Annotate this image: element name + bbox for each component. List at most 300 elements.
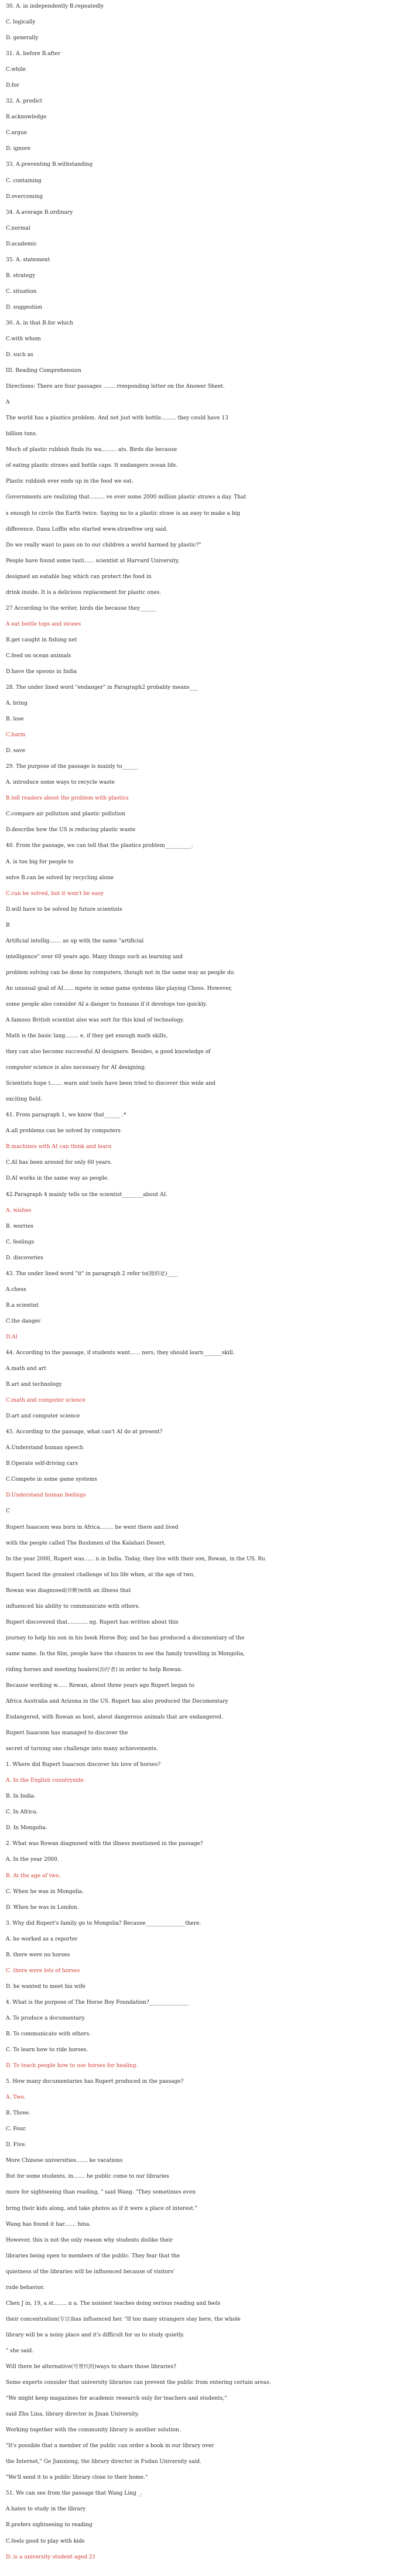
line-gap	[6, 1436, 389, 1445]
text-line: 36. A. in that B.for which	[6, 320, 73, 326]
text-line: C. feelings	[6, 1239, 35, 1245]
line-gap	[6, 453, 389, 463]
line-gap	[6, 152, 389, 162]
text-line: An unusual goal of AI...... mpete in some game systems like playing Chess. However,	[6, 985, 232, 992]
line-gap	[6, 2370, 389, 2380]
text-line: Plastic rubbish ever ends up in the food we eat.	[6, 479, 134, 485]
text-line: Much of plastic rubbish finds its wa......... ats. Birds die because	[6, 447, 177, 453]
text-line: A.Understand human speech	[6, 1445, 84, 1451]
text-line: 2. What was Rowan diagnosed with the illness mentioned in the passage?	[6, 1841, 203, 1847]
line-gap	[6, 2497, 389, 2506]
line-gap	[6, 343, 389, 352]
line-gap	[6, 2545, 389, 2554]
text-line: C.feed on ocean animals	[6, 652, 71, 659]
text-line: C.Compete in some game systems	[6, 1477, 97, 1483]
text-line: C.feels good to play with kids	[6, 2538, 85, 2544]
line-gap	[6, 2276, 389, 2285]
line-gap	[6, 1483, 389, 1492]
line-gap	[6, 945, 389, 954]
text-line: 35. A. statement	[6, 257, 50, 263]
text-line: D. In Mongolia.	[6, 1825, 47, 1832]
text-line: D.academic	[6, 241, 37, 247]
text-line: B.get caught in fishing net	[6, 637, 77, 643]
text-line: A.hates to study in the library	[6, 2506, 86, 2513]
text-line: the Internet," Ge Jianxiong, the library director in Fudan University said.	[6, 2459, 201, 2465]
text-line: 28. The under lined word "endanger" in Paragraph2 probably means___	[6, 685, 198, 691]
line-gap	[6, 121, 389, 130]
line-gap	[6, 818, 389, 827]
text-line: B.acknowledge	[6, 114, 47, 121]
text-line: B. In India.	[6, 1793, 36, 1800]
text-line: B.a scientist	[6, 1302, 39, 1309]
text-line: B. Three.	[6, 2110, 30, 2117]
line-gap	[6, 644, 389, 653]
line-gap	[6, 517, 389, 527]
text-line: billion tons.	[6, 431, 37, 438]
answer-line: B.tell readers about the problem with plastics	[6, 795, 129, 802]
text-line: A. introduce some ways to recycle waste	[6, 780, 115, 786]
line-gap	[6, 1816, 389, 1825]
line-gap	[6, 1705, 389, 1714]
line-gap	[6, 866, 389, 875]
text-line: riding horses and meeting healers(治疗者) in order to help Rowan.	[6, 1666, 183, 1673]
line-gap	[6, 675, 389, 685]
answer-line: C.harm	[6, 732, 26, 739]
line-gap	[6, 1863, 389, 1873]
line-gap	[6, 1293, 389, 1303]
text-line: Rowan was diagnosed(诊断)with an illness that	[6, 1587, 131, 1594]
text-line: A. In the year 2000.	[6, 1857, 59, 1863]
text-line: D. he wanted to meet his wife	[6, 1983, 85, 1990]
text-line: journey to help his son in his book Horse Boy, and he has produced a documentary of the	[6, 1635, 245, 1641]
line-gap	[6, 2449, 389, 2459]
text-line: D. When he was in London.	[6, 1904, 79, 1911]
text-line: 4. What is the purpose of The Horse Boy Foundation?_______________	[6, 1999, 189, 2006]
text-line: Scientists hope t....... ware and tools have been tried to discover this wide and	[6, 1081, 215, 1087]
line-gap	[6, 2069, 389, 2079]
text-line: A	[6, 399, 10, 406]
text-line: D. suggestion	[6, 304, 43, 310]
text-line: computer science is also necessary for AI designing.	[6, 1065, 146, 1071]
text-line: C.with whom	[6, 336, 41, 342]
text-line: of eating plastic straws and bottle caps. It endangers ocean life.	[6, 463, 178, 469]
text-line: C	[6, 1508, 10, 1515]
line-gap	[6, 2561, 389, 2570]
text-line: 30. A. in independently B.repeatedly	[6, 4, 104, 9]
line-gap	[6, 1974, 389, 1984]
text-line: A. he worked as a reporter	[6, 1936, 78, 1942]
line-gap	[6, 628, 389, 637]
line-gap	[6, 1800, 389, 1809]
line-gap	[6, 374, 389, 384]
text-line: s enough to circle the Earth twice. Saying no to a plastic straw is an easy to make a big	[6, 510, 241, 517]
line-gap	[6, 1451, 389, 1461]
line-gap	[6, 2164, 389, 2174]
text-line: exciting field.	[6, 1096, 43, 1103]
text-line: A famous British scientist also was sort for this kind of technology.	[6, 1017, 184, 1023]
text-line: C. Four.	[6, 2126, 27, 2133]
line-gap	[6, 691, 389, 701]
line-gap	[6, 2038, 389, 2047]
text-line: problem solving can be done by computers, though not in the same way as people do.	[6, 969, 235, 976]
text-line: However, this is not the only reason why students dislike their	[6, 2237, 173, 2243]
line-gap	[6, 136, 389, 146]
line-gap	[6, 1689, 389, 1699]
line-gap	[6, 1040, 389, 1049]
text-line: Rupert discovered that............ ng. Rupert has written about this	[6, 1619, 179, 1625]
line-gap	[6, 358, 389, 368]
text-line: People have found some tasti...... scientist at Harvard University,	[6, 558, 180, 564]
line-gap	[6, 311, 389, 320]
text-line: 51. We can see from the passage that Wang Ling _.	[6, 2490, 142, 2497]
answer-line: D.AI	[6, 1334, 18, 1340]
line-gap	[6, 2228, 389, 2237]
line-gap	[6, 1087, 389, 1096]
answer-line: A. Two.	[6, 2095, 26, 2101]
text-line: said Zhu Lina, library director in Jinan University.	[6, 2411, 139, 2418]
line-gap	[6, 1198, 389, 1208]
line-gap	[6, 1673, 389, 1683]
text-line: B.prefers sightseeing to reading	[6, 2522, 93, 2529]
text-line: D. save	[6, 748, 26, 754]
line-gap	[6, 248, 389, 257]
line-gap	[6, 1752, 389, 1762]
answer-line: D. is a university student aged 21	[6, 2554, 96, 2560]
text-line: D.AI works in the same way as people.	[6, 1176, 109, 1182]
line-gap	[6, 929, 389, 938]
line-gap	[6, 1008, 389, 1017]
text-line: their concentration(专注)has influenced her. "If too many strangers stay here, the whole	[6, 2316, 241, 2322]
answer-line: A. In the English countryside.	[6, 1778, 85, 1784]
line-gap	[6, 2513, 389, 2522]
line-gap	[6, 1341, 389, 1350]
text-line: D.describe how the US is reducing plastic waste	[6, 827, 136, 833]
text-line: D. discoveries	[6, 1255, 43, 1261]
line-gap	[6, 501, 389, 510]
line-gap	[6, 1768, 389, 1778]
line-gap	[6, 1515, 389, 1524]
line-gap	[6, 200, 389, 210]
text-line: Working together with the community library is another solution.	[6, 2427, 181, 2434]
line-gap	[6, 2339, 389, 2348]
line-gap	[6, 2402, 389, 2411]
answer-line: C.math and computer science	[6, 1398, 86, 1404]
text-line: D.will have to be solved by future scientists	[6, 906, 122, 913]
text-line: 29. The purpose of the passage is mainly to______	[6, 764, 138, 770]
text-line: Will there be alternative(可替代的)ways to share those libraries?	[6, 2363, 176, 2370]
text-line: D. such as	[6, 352, 33, 358]
text-line: they can also become successful AI designers. Besides, a good knowledge of	[6, 1049, 211, 1055]
text-line: Africa Australia and Arizona in the US. Rupert has also produced the Documentary	[6, 1699, 228, 1705]
line-gap	[6, 1135, 389, 1144]
text-line: C. In Africa.	[6, 1809, 38, 1816]
text-line: C.while	[6, 67, 26, 73]
answer-line: C.can be solved, but it won't be easy	[6, 890, 104, 897]
line-gap	[6, 1277, 389, 1287]
text-line: drink inside. It is a delicious replacement for plastic ones.	[6, 589, 162, 596]
line-gap	[6, 1832, 389, 1841]
line-gap	[6, 232, 389, 241]
text-line: But for some students, in....... he public come to our libraries	[6, 2174, 169, 2180]
text-line: A. bring	[6, 701, 28, 707]
line-gap	[6, 485, 389, 494]
answer-line: B.machines with AI can think and learn	[6, 1144, 112, 1150]
line-gap	[6, 660, 389, 669]
line-gap	[6, 2418, 389, 2427]
text-line: 43. The under lined word "it" in paragraph 2 refer to(指的是)____	[6, 1270, 178, 1277]
text-line: Chen J in, 19, a st........ n a. The noisiest teaches doing serious reading and feels	[6, 2300, 221, 2307]
text-line: B. worries	[6, 1223, 33, 1229]
text-line: Wang has found it har....... hina.	[6, 2221, 91, 2227]
text-line: libraries being open to members of the public. They fear that the	[6, 2253, 180, 2259]
line-gap	[6, 1499, 389, 1508]
line-gap	[6, 1911, 389, 1921]
text-line: D.overcoming	[6, 193, 43, 200]
line-gap	[6, 1071, 389, 1081]
line-gap	[6, 168, 389, 177]
text-line: Math is the basic lang........ e, if they get enough math skills,	[6, 1033, 168, 1040]
line-gap	[6, 2133, 389, 2142]
line-gap	[6, 2529, 389, 2538]
text-line: C. When he was in Mongolia.	[6, 1888, 84, 1895]
line-gap	[6, 1214, 389, 1224]
line-gap	[6, 105, 389, 114]
text-line: 44. According to the passage, if students want...... ners, they should learn_______skill.	[6, 1350, 235, 1356]
line-gap	[6, 1150, 389, 1160]
text-line: " she said.	[6, 2348, 34, 2354]
line-gap	[6, 723, 389, 732]
text-line: D. ignore	[6, 146, 31, 152]
line-gap	[6, 42, 389, 51]
text-line: with the people called The Bushmen of the Kalahari Desert.	[6, 1540, 166, 1546]
line-gap	[6, 2307, 389, 2317]
text-line: C.AI has been around for only 60 years.	[6, 1160, 112, 1166]
line-gap	[6, 1610, 389, 1620]
line-gap	[6, 1420, 389, 1429]
line-gap	[6, 2386, 389, 2396]
line-gap	[6, 1103, 389, 1112]
text-line: "We might keep magazines for academic research only for teachers and students,"	[6, 2396, 227, 2402]
line-gap	[6, 1990, 389, 2000]
text-line: "It's possible that a member of the public can order a book in our library over	[6, 2443, 214, 2449]
line-gap	[6, 1357, 389, 1366]
line-gap	[6, 754, 389, 764]
text-line: Artificial intellig....... as up with the name "artificial	[6, 938, 144, 944]
line-gap	[6, 2196, 389, 2205]
text-line: B.Operate self-driving cars	[6, 1461, 78, 1467]
text-line: D.for	[6, 83, 19, 89]
line-gap	[6, 1959, 389, 1968]
text-line: C. containing	[6, 177, 42, 184]
text-line: quietness of the libraries will be influenced because of visitors'	[6, 2268, 175, 2275]
text-line: B.art and technology	[6, 1382, 62, 1388]
text-line: influenced his ability to communicate with others.	[6, 1603, 140, 1610]
line-gap	[6, 596, 389, 606]
text-line: 32. A. predict	[6, 98, 43, 105]
line-gap	[6, 2101, 389, 2110]
text-line: D.art and computer science	[6, 1413, 80, 1420]
line-gap	[6, 279, 389, 289]
line-gap	[6, 469, 389, 479]
line-gap	[6, 1579, 389, 1588]
line-gap	[6, 1309, 389, 1318]
text-line: Because working w...... Rowan, about three years ago Rupert began to	[6, 1682, 194, 1689]
line-gap	[6, 1721, 389, 1730]
text-line: 3. Why did Rupert's family go to Mongolia? Because_______________there.	[6, 1920, 201, 1926]
line-gap	[6, 770, 389, 780]
line-gap	[6, 1895, 389, 1905]
text-line: 41. From paragraph 1, we know that______ .*	[6, 1112, 126, 1119]
line-gap	[6, 1563, 389, 1572]
line-gap	[6, 2323, 389, 2332]
line-gap	[6, 1927, 389, 1936]
text-line: A.math and art	[6, 1366, 46, 1372]
text-line: In the year 2000, Rupert was...... n in India. Today, they live with their son, Rowan, in the US. Ru	[6, 1556, 265, 1562]
text-line: C. logically	[6, 19, 36, 26]
line-gap	[6, 10, 389, 19]
text-line: 5. How many documentaries has Rupert produced in the passage?	[6, 2079, 184, 2085]
answer-line: C. there were lots of horses	[6, 1967, 80, 1974]
text-line: A.all problems can be solved by computers	[6, 1128, 121, 1135]
text-line: "We'll send it to a public library close to their home."	[6, 2475, 148, 2481]
answer-line: D.Understand human feelings	[6, 1492, 86, 1499]
text-line: more for sightseeing than reading, " said Wang. "They sometimes even	[6, 2189, 196, 2196]
text-line: solve B.can be solved by recycling alone	[6, 874, 114, 881]
text-line: secret of turning one challenge into many achievements.	[6, 1746, 158, 1752]
line-gap	[6, 1246, 389, 1255]
answer-line: B. At the age of two.	[6, 1873, 61, 1879]
line-gap	[6, 565, 389, 574]
line-gap	[6, 264, 389, 273]
text-line: 40. From the passage, we can tell that the plastics problem__________.	[6, 843, 193, 849]
text-line: C.compare air pollution and plastic pollution	[6, 811, 125, 818]
line-gap	[6, 1262, 389, 1271]
line-gap	[6, 1784, 389, 1793]
line-gap	[6, 438, 389, 447]
answer-line: A eat bottle tops and straws	[6, 621, 81, 627]
text-line: A. To produce a documentary.	[6, 2015, 86, 2021]
line-gap	[6, 913, 389, 923]
line-gap	[6, 833, 389, 843]
line-gap	[6, 295, 389, 305]
text-line: Directions: There are four passages ....... rresponding letter on the Answer Sheet.	[6, 384, 225, 390]
text-line: difference. Dana Loffin who started www.strawfree org said.	[6, 526, 168, 532]
line-gap	[6, 2481, 389, 2490]
answer-line: D. To teach people how to use horses for healing.	[6, 2063, 138, 2069]
line-gap	[6, 1943, 389, 1952]
line-gap	[6, 1594, 389, 1604]
text-line: 45. According to the passage, what can't AI do at present?	[6, 1429, 163, 1436]
text-line: The world has a plastics problem. And not just with bottle......... they could have 13	[6, 415, 228, 422]
text-line: Endangered, with Rowan as host, about dangerous animals that are endangered.	[6, 1714, 223, 1721]
text-line: C. situation	[6, 288, 37, 295]
text-line: Governments are realizing that......... ve ever some 2000 million plastic straws a day. That	[6, 494, 247, 501]
text-line: library will be a noisy place and it's difficult for us to study quietly.	[6, 2332, 184, 2338]
text-line: 33. A.preventing B.withstanding	[6, 162, 93, 168]
text-line: Do we really want to pass on to our children a world harmed by plastic?"	[6, 542, 201, 548]
line-gap	[6, 216, 389, 226]
text-line: B. strategy	[6, 272, 36, 279]
text-line: designed an eatable bag which can protect the food in	[6, 573, 152, 580]
text-line: More Chinese universities....... ke vacations	[6, 2158, 123, 2164]
text-line: III. Reading Comprehension	[6, 368, 81, 374]
line-gap	[6, 2260, 389, 2269]
line-gap	[6, 849, 389, 859]
text-line: Rupert Isaacson was born in Africa........ he went there and lived	[6, 1524, 179, 1530]
text-line: B. there were no horses	[6, 1952, 70, 1958]
line-gap	[6, 185, 389, 194]
text-line: A.chess	[6, 1286, 26, 1293]
line-gap	[6, 2212, 389, 2222]
line-gap	[6, 2180, 389, 2189]
line-gap	[6, 390, 389, 399]
line-gap	[6, 612, 389, 621]
line-gap	[6, 2006, 389, 2015]
line-gap	[6, 422, 389, 431]
line-gap	[6, 2117, 389, 2126]
line-gap	[6, 549, 389, 558]
line-gap	[6, 1737, 389, 1746]
line-gap	[6, 1372, 389, 1382]
text-line: B. To communicate with others.	[6, 2031, 91, 2037]
line-gap	[6, 1467, 389, 1477]
text-line: Some experts consider that university libraries can prevent the public from entering certain areas.	[6, 2380, 271, 2386]
line-gap	[6, 739, 389, 748]
line-gap	[6, 1531, 389, 1540]
text-line: D.have the spoons in India	[6, 668, 77, 675]
text-line: Rupert faced the greatest challenge of his life when, at the age of two,	[6, 1571, 195, 1578]
text-line: same name. In the film, people have the chances to see the family travelling in Mongolia,	[6, 1651, 245, 1657]
text-line: 42.Paragraph 4 mainly tells us the scientist________about AI.	[6, 1191, 168, 1198]
line-gap	[6, 2054, 389, 2063]
line-gap	[6, 2434, 389, 2443]
line-gap	[6, 26, 389, 35]
line-gap	[6, 2085, 389, 2095]
text-line: Rupert Isaacson has managed to discover the	[6, 1730, 128, 1737]
line-gap	[6, 1847, 389, 1857]
line-gap	[6, 707, 389, 716]
line-gap	[6, 976, 389, 986]
line-gap	[6, 1182, 389, 1191]
line-gap	[6, 961, 389, 970]
text-line: bring their kids along, and take photos as if it were a place of interest."	[6, 2205, 197, 2212]
line-gap	[6, 533, 389, 542]
answer-line: A. wishes	[6, 1207, 32, 1214]
text-line: D. Five.	[6, 2142, 27, 2148]
text-line: 34. A.average B.ordinary	[6, 209, 73, 216]
text-line: rude behavior.	[6, 2284, 45, 2291]
text-line: A. is too big for people to	[6, 859, 74, 865]
line-gap	[6, 897, 389, 907]
text-line: 1. Where did Rupert Isaacson discover his love of horses?	[6, 1762, 161, 1768]
text-line: 31. A. before B.after	[6, 51, 61, 57]
text-line: D. generally	[6, 35, 39, 42]
line-gap	[6, 1880, 389, 1889]
line-gap	[6, 1230, 389, 1239]
line-gap	[6, 2244, 389, 2253]
text-line: C. To learn how to ride horses.	[6, 2047, 88, 2054]
text-line: C.the danger	[6, 1318, 41, 1324]
line-gap	[6, 2291, 389, 2301]
text-line: B	[6, 922, 10, 928]
line-gap	[6, 786, 389, 795]
line-gap	[6, 882, 389, 891]
line-gap	[6, 1166, 389, 1176]
line-gap	[6, 1024, 389, 1033]
line-gap	[6, 1055, 389, 1065]
line-gap	[6, 992, 389, 1002]
line-gap	[6, 1119, 389, 1128]
